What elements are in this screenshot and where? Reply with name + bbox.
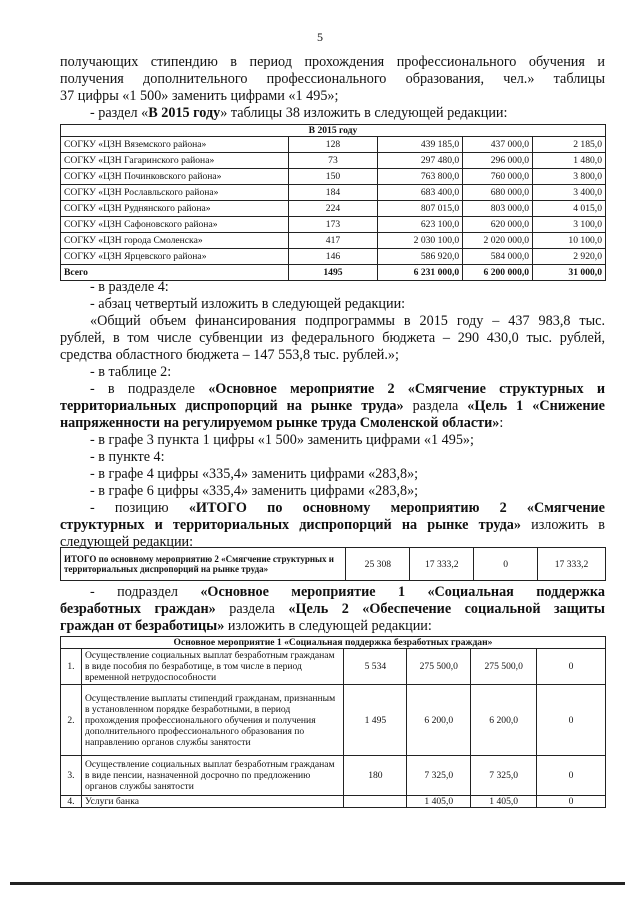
table-total-row: Всего 1495 6 231 000,0 6 200 000,0 31 000,0 <box>61 265 606 281</box>
table-row: СОГКУ «ЦЗН Рославльского района» 184 683 400,0 680 000,0 3 400,0 <box>61 185 606 201</box>
text-paragraph-4: - абзац четвертый изложить в следующей редакции: <box>90 296 406 312</box>
table-row: СОГКУ «ЦЗН Гагаринского района» 73 297 480,0 296 000,0 1 480,0 <box>61 153 606 169</box>
intro-line-4: - раздел «В 2015 году» таблицы 38 изложить в следующей редакции: <box>90 105 508 121</box>
text-financing-3: средства областного бюджета – 147 553,8 тыс. рублей.»; <box>60 347 399 363</box>
text-column-6: - в графе 6 цифры «335,4» заменить цифрами «283,8»; <box>90 483 419 499</box>
text-section-4: - в разделе 4: <box>90 279 169 295</box>
table-row: 2. Осуществление выплаты стипендий гражданам, признанным в установленном порядке безработными, в период прохождения профессионального обучения и получения дополнительного профессионального образования по направлению органов службы занятости 1 495 6 200,0 6 200,0 0 <box>61 685 606 756</box>
table-row: СОГКУ «ЦЗН города Смоленска» 417 2 030 100,0 2 020 000,0 10 100,0 <box>61 233 606 249</box>
text-itogo-2: структурных и территориальных диспропорций на рынке труда» изложить в <box>60 517 606 533</box>
table-row: 1. Осуществление социальных выплат безработным гражданам в виде пособия по безработице, в том числе в период временной нетрудоспособности 5 534 275 500,0 275 500,0 0 <box>61 649 606 685</box>
text-lower-2: безработных граждан» раздела «Цель 2 «Обеспечение социальной защиты <box>60 601 605 617</box>
table-row: СОГКУ «ЦЗН Починковского района» 150 763 800,0 760 000,0 3 800,0 <box>61 169 606 185</box>
text-subsection-3: напряженности на регулируемом рынке труда Смоленской области»: <box>60 415 504 431</box>
intro-line-2: получения дополнительного профессионального образования, чел.» таблицы <box>60 71 605 87</box>
text-lower-1: - подраздел «Основное мероприятие 1 «Социальная поддержка <box>90 584 605 600</box>
page-number: 5 <box>317 30 323 44</box>
text-lower-3: граждан от безработицы» изложить в следующей редакции: <box>60 618 432 634</box>
text-financing-1: «Общий объем финансирования подпрограммы в 2015 году – 437 983,8 тыс. <box>90 313 605 329</box>
table-row: СОГКУ «ЦЗН Вяземского района» 128 439 185,0 437 000,0 2 185,0 <box>61 137 606 153</box>
table-row: СОГКУ «ЦЗН Руднянского района» 224 807 015,0 803 000,0 4 015,0 <box>61 201 606 217</box>
table-measure-1 <box>60 636 606 808</box>
text-subsection-2: территориальных диспропорций на рынке труда» раздела «Цель 1 «Снижение <box>60 398 605 414</box>
text-column-4: - в графе 4 цифры «335,4» заменить цифрами «283,8»; <box>90 466 419 482</box>
table-row: 4. Услуги банка 1 405,0 1 405,0 0 <box>61 796 606 808</box>
table-row: СОГКУ «ЦЗН Сафоновского района» 173 623 100,0 620 000,0 3 100,0 <box>61 217 606 233</box>
text-itogo-3: следующей редакции: <box>60 534 194 550</box>
intro-line-1: получающих стипендию в период прохождения профессионального обучения и <box>60 54 605 70</box>
itogo-label: ИТОГО по основному мероприятию 2 «Смягчение структурных и территориальных диспропорций на рынке труда» <box>61 548 346 581</box>
text-subsection-1: - в подразделе «Основное мероприятие 2 «Смягчение структурных и <box>90 381 605 397</box>
intro-line-3: 37 цифры «1 500» заменить цифрами «1 495»; <box>60 88 339 104</box>
text-table-2: - в таблице 2: <box>90 364 172 380</box>
table-row: СОГКУ «ЦЗН Ярцевского района» 146 586 920,0 584 000,0 2 920,0 <box>61 249 606 265</box>
table-measure-header: Основное мероприятие 1 «Социальная поддержка безработных граждан» <box>61 637 606 649</box>
scan-edge-divider <box>10 882 625 885</box>
text-financing-2: рублей, в том числе субвенции из федерального бюджета – 290 430,0 тыс. рублей, <box>60 330 605 346</box>
text-column-3: - в графе 3 пункта 1 цифры «1 500» заменить цифрами «1 495»; <box>90 432 474 448</box>
text-itogo-1: - позицию «ИТОГО по основному мероприятию 2 «Смягчение <box>90 500 605 516</box>
itogo-table: ИТОГО по основному мероприятию 2 «Смягчение структурных и территориальных диспропорций на рынке труда» 25 308 17 333,2 0 17 333,2 <box>60 547 606 581</box>
text-point-4: - в пункте 4: <box>90 449 165 465</box>
table-row: 3. Осуществление социальных выплат безработным гражданам в виде пенсии, назначенной досрочно по предложению органов службы занятости 180 7 325,0 7 325,0 0 <box>61 756 606 796</box>
table-38-header: В 2015 году <box>61 125 606 137</box>
table-38 <box>60 124 606 281</box>
